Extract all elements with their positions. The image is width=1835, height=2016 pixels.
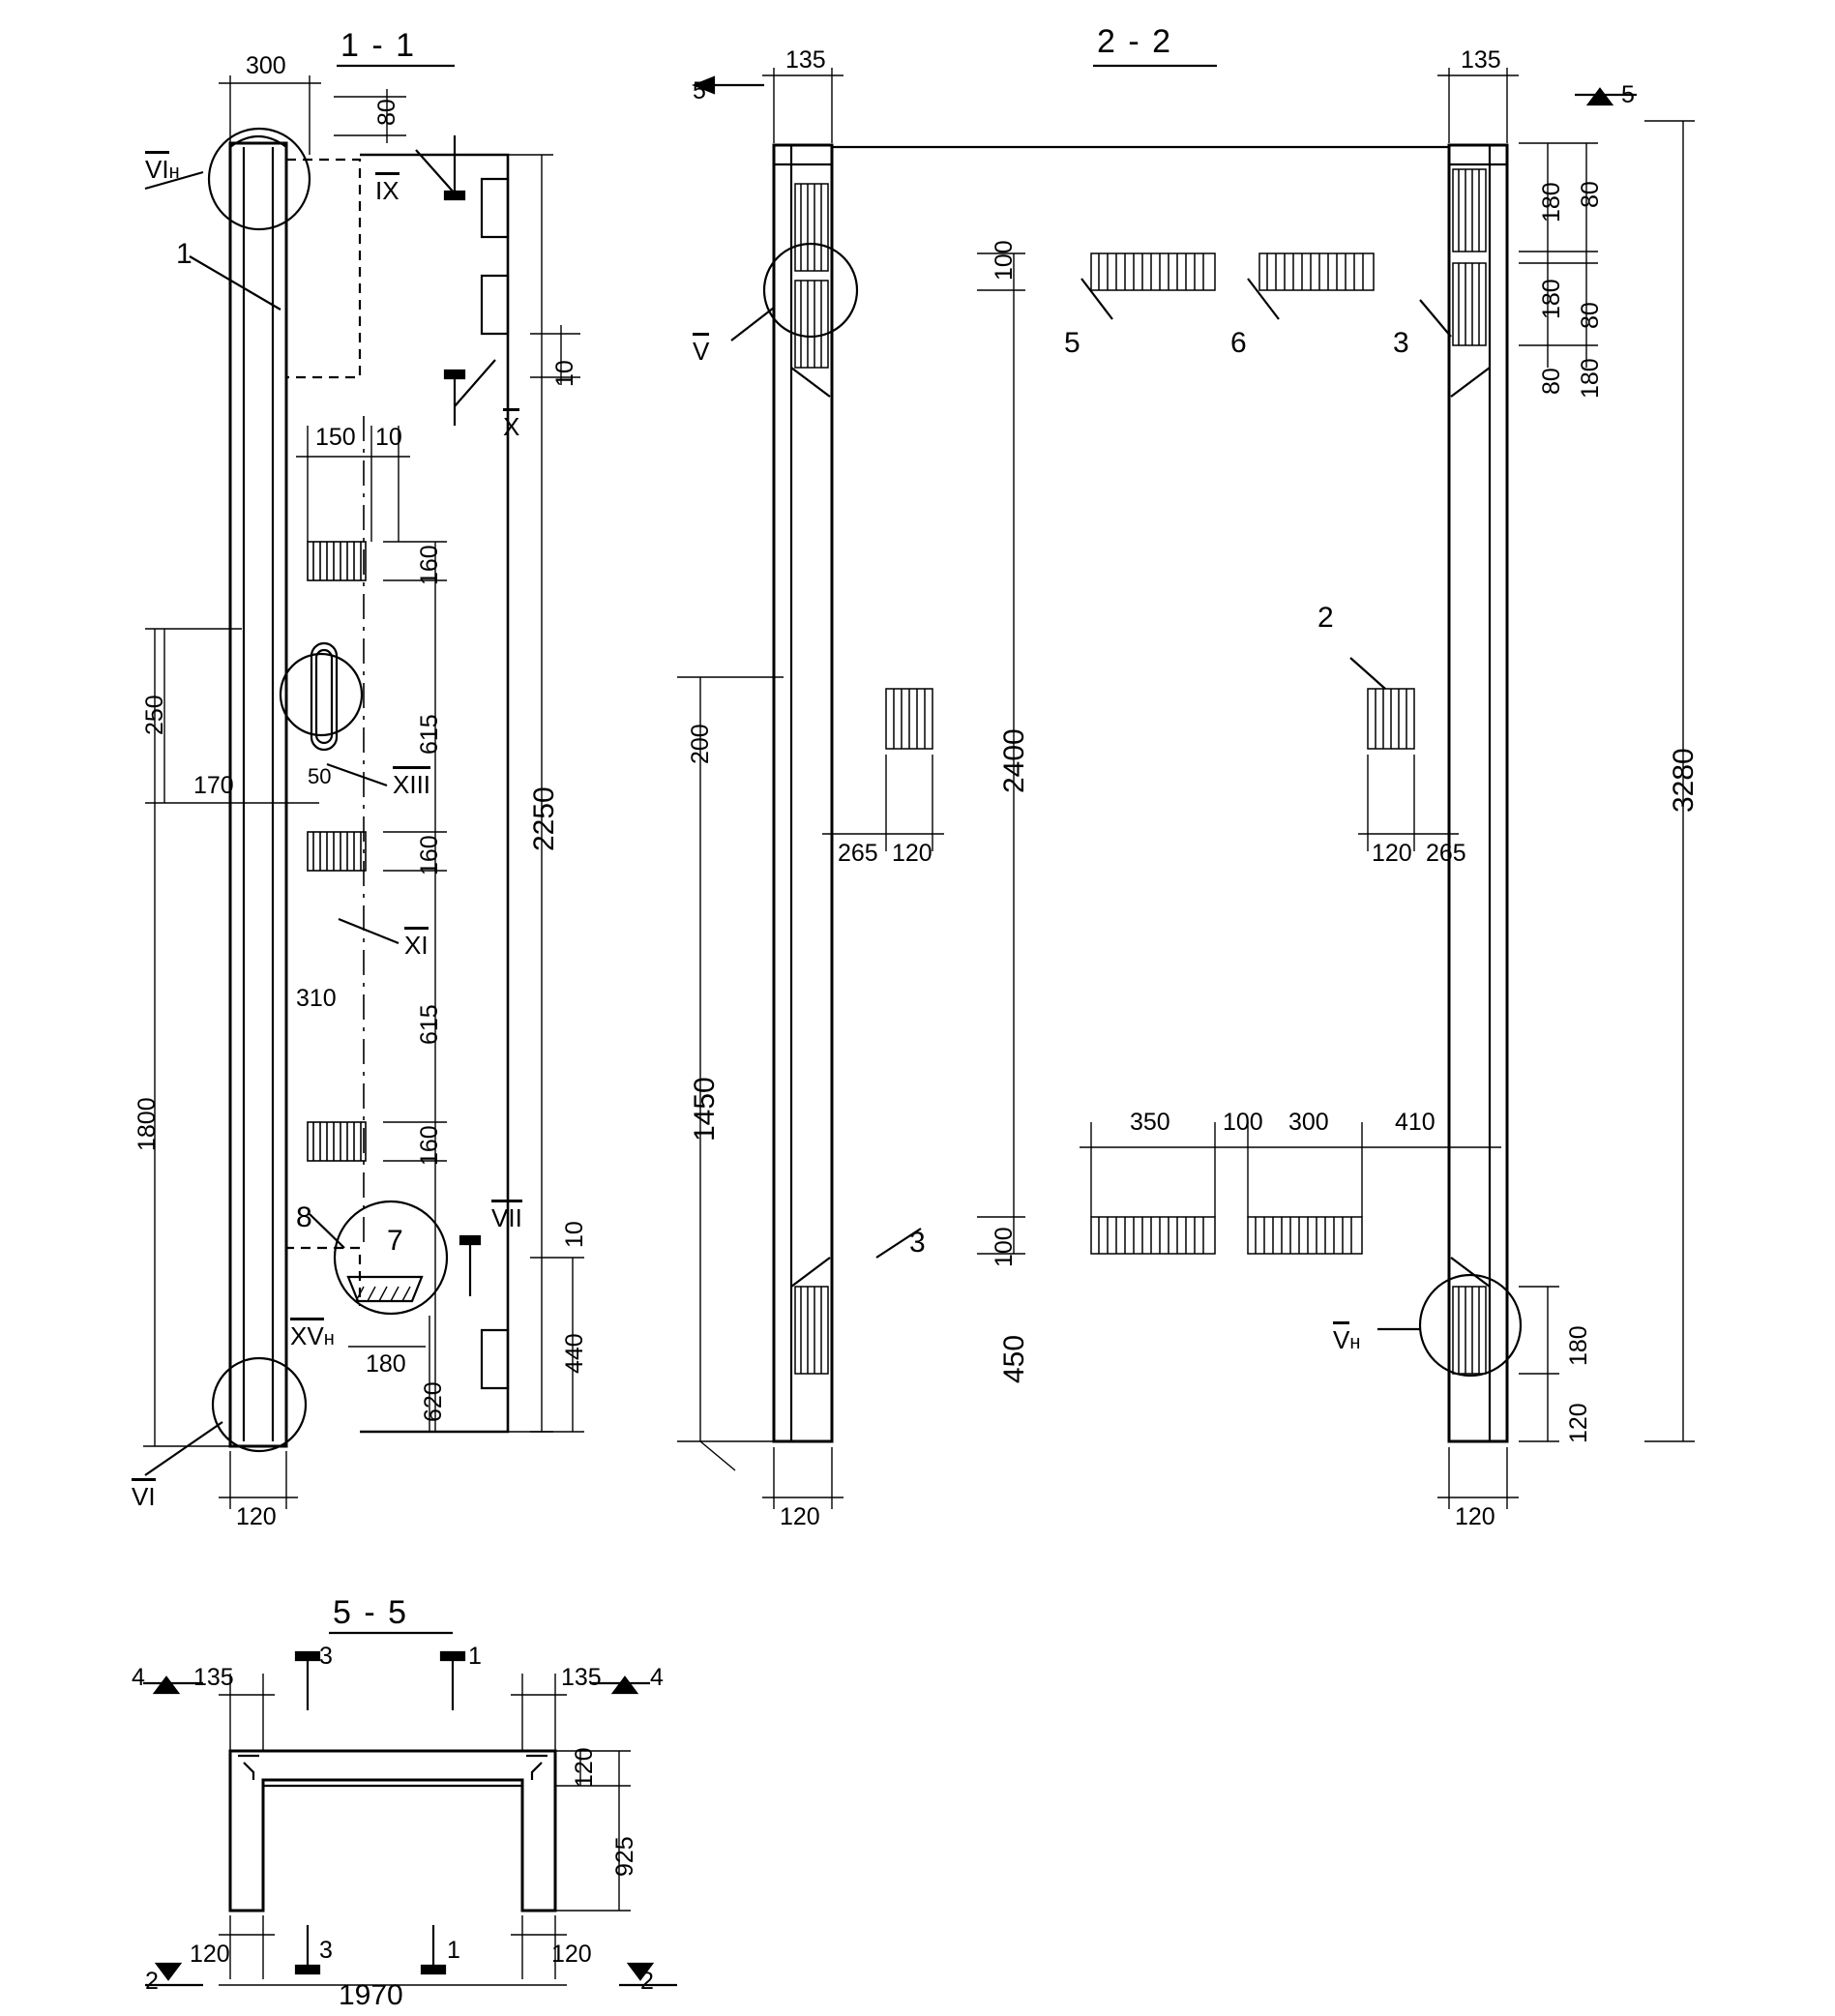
dim-410: 410 <box>1395 1109 1435 1136</box>
mark-ix: IX <box>375 176 400 206</box>
dim-100-b: 100 <box>991 1227 1018 1267</box>
dim-10: 10 <box>375 424 402 451</box>
dim-100-a: 100 <box>991 240 1018 281</box>
dim-50: 50 <box>308 764 332 788</box>
dim-80-b: 80 <box>1577 302 1604 329</box>
mark-2-left: 2 <box>145 1968 159 1995</box>
callout-pos-5: 5 <box>1064 327 1080 359</box>
dim-120-bot-left: 120 <box>780 1503 820 1530</box>
dim-10-b: 10 <box>561 1221 588 1248</box>
dim-300: 300 <box>246 52 286 79</box>
dim-80-c: 80 <box>1538 368 1565 395</box>
callout-pos-3-left: 3 <box>909 1227 926 1259</box>
callout-pos-7: 7 <box>387 1225 403 1257</box>
mark-4-left: 4 <box>132 1664 145 1691</box>
dim-180-a: 180 <box>1538 182 1565 222</box>
mark-x: X <box>503 412 519 442</box>
mark-xiii: XIII <box>393 770 430 800</box>
dim-10-right-a: 10 <box>551 360 578 387</box>
dim-160-c: 160 <box>416 1125 443 1166</box>
dim-300: 300 <box>1288 1109 1329 1136</box>
dim-120-c: 120 <box>1565 1403 1592 1443</box>
callout-pos-3-right: 3 <box>1393 327 1409 359</box>
title-section-1-1: 1 - 1 <box>340 27 417 64</box>
mark-3-bottom: 3 <box>319 1937 333 1964</box>
dim-120-bot-left-s5: 120 <box>190 1941 230 1968</box>
callout-pos-6: 6 <box>1230 327 1247 359</box>
dim-925: 925 <box>611 1836 638 1877</box>
dim-120-a: 120 <box>892 840 932 867</box>
mark-v-circle: V <box>693 337 709 367</box>
dim-265-b: 265 <box>1426 840 1466 867</box>
mark-3-top: 3 <box>319 1643 333 1670</box>
mark-vi: VI <box>132 1482 156 1512</box>
dim-120-b: 120 <box>1372 840 1412 867</box>
dim-160-b: 160 <box>416 835 443 875</box>
dim-2250: 2250 <box>528 786 560 851</box>
dim-200: 200 <box>687 724 714 764</box>
dim-615-b: 615 <box>416 1004 443 1045</box>
mark-vii: VII <box>491 1203 522 1233</box>
dim-450: 450 <box>998 1334 1030 1383</box>
dim-80: 80 <box>373 99 400 126</box>
dim-135-left-s5: 135 <box>193 1664 234 1691</box>
mark-4-right: 4 <box>650 1664 664 1691</box>
dim-180-d: 180 <box>1565 1325 1592 1366</box>
dim-170: 170 <box>193 772 234 799</box>
dim-120-bot-right: 120 <box>1455 1503 1495 1530</box>
callout-pos-8: 8 <box>296 1201 312 1233</box>
dim-265-a: 265 <box>838 840 878 867</box>
dim-3280: 3280 <box>1668 748 1700 813</box>
dim-120-s1: 120 <box>236 1503 277 1530</box>
dim-1450: 1450 <box>689 1077 721 1141</box>
mark-vi-n: VIн <box>145 155 180 185</box>
dim-150: 150 <box>315 424 356 451</box>
dim-440: 440 <box>561 1333 588 1374</box>
dim-310: 310 <box>296 985 337 1012</box>
dim-2400: 2400 <box>998 728 1030 793</box>
dim-1970: 1970 <box>339 1979 403 2011</box>
dim-350: 350 <box>1130 1109 1170 1136</box>
dim-180-c: 180 <box>1577 358 1604 399</box>
mark-2-right: 2 <box>640 1968 654 1995</box>
title-section-2-2: 2 - 2 <box>1097 23 1173 60</box>
mark-xi: XI <box>404 931 429 961</box>
dim-100-c: 100 <box>1223 1109 1263 1136</box>
mark-xv-n: XVн <box>290 1321 335 1351</box>
dim-120-bot-right-s5: 120 <box>551 1941 592 1968</box>
dim-135-right: 135 <box>1461 46 1501 74</box>
mark-5-left: 5 <box>693 77 706 104</box>
title-section-5-5: 5 - 5 <box>333 1594 409 1631</box>
mark-5-right: 5 <box>1621 81 1635 108</box>
mark-1-top: 1 <box>468 1643 482 1670</box>
dim-615-a: 615 <box>416 714 443 755</box>
callout-pos-2: 2 <box>1317 602 1334 634</box>
mark-v-n: Vн <box>1333 1325 1360 1355</box>
dim-160-a: 160 <box>416 545 443 585</box>
dim-180-b: 180 <box>1538 279 1565 319</box>
callout-pos-1: 1 <box>176 238 192 270</box>
dim-1800: 1800 <box>133 1097 161 1151</box>
mark-1-bottom: 1 <box>447 1937 460 1964</box>
dim-620: 620 <box>420 1381 447 1422</box>
dim-135-left: 135 <box>785 46 826 74</box>
dim-80-a: 80 <box>1577 181 1604 208</box>
dim-120-top-s5: 120 <box>571 1747 598 1788</box>
dim-135-right-s5: 135 <box>561 1664 602 1691</box>
dim-250: 250 <box>141 695 168 735</box>
dim-180: 180 <box>366 1350 406 1378</box>
